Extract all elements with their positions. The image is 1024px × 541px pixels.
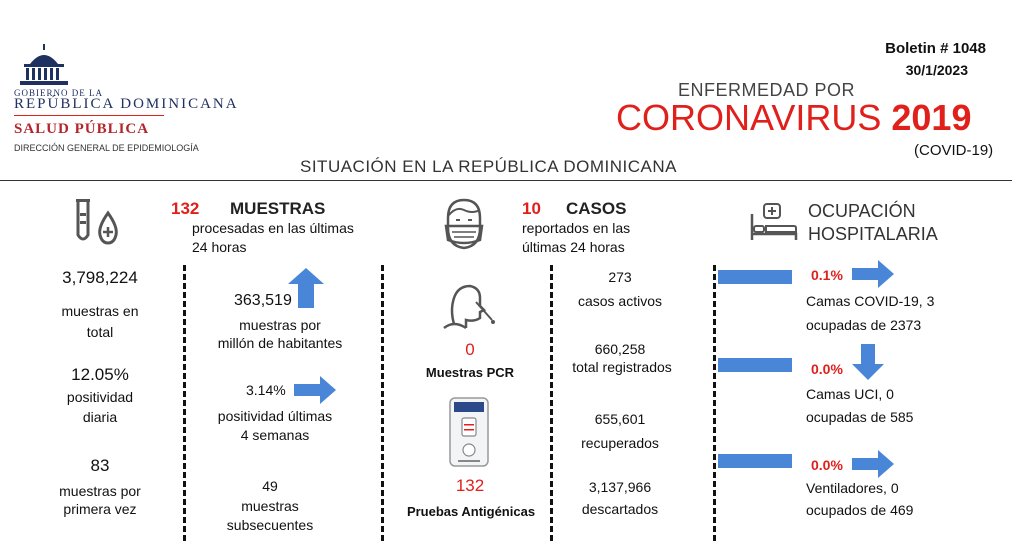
disease-line: ENFERMEDAD POR bbox=[678, 80, 856, 100]
nasal-swab-icon bbox=[440, 280, 496, 330]
total-samples-label2: total bbox=[86, 324, 114, 340]
covid-beds-line1: Camas COVID-19, 3 bbox=[806, 293, 935, 309]
icu-bar bbox=[718, 358, 792, 372]
main-title bbox=[616, 96, 971, 140]
gov-line1: GOBIERNO DE LA bbox=[14, 88, 103, 98]
positivity-4w-label1: positividad últimas bbox=[217, 408, 333, 424]
covid-beds-bar bbox=[718, 270, 792, 284]
column-divider-1 bbox=[183, 265, 186, 541]
title-sub: (COVID-19) bbox=[914, 142, 994, 159]
arrow-up-icon bbox=[288, 268, 324, 308]
antigen-test-kit-icon bbox=[448, 396, 490, 468]
ocupacion-heading2: HOSPITALARIA bbox=[808, 224, 938, 244]
antigen-label: Pruebas Antigénicas bbox=[406, 504, 536, 519]
discarded-label: descartados bbox=[581, 501, 659, 517]
recovered-value: 655,601 bbox=[594, 411, 646, 427]
hospital-bed-icon bbox=[750, 202, 798, 242]
test-tube-icon bbox=[72, 195, 128, 247]
column-divider-4 bbox=[713, 265, 716, 541]
discarded-value: 3,137,966 bbox=[588, 479, 652, 495]
bulletin-date: 30/1/2023 bbox=[905, 62, 968, 78]
total-samples-value: 3,798,224 bbox=[62, 268, 138, 287]
total-samples-label1: muestras en bbox=[61, 303, 139, 319]
antigen-value: 132 bbox=[455, 476, 485, 495]
casos-count: 10 bbox=[522, 199, 541, 218]
per-million-label1: muestras por bbox=[239, 317, 321, 333]
page-subtitle: SITUACIÓN EN LA REPÚBLICA DOMINICANA bbox=[300, 157, 677, 176]
first-time-value: 83 bbox=[90, 456, 110, 475]
pcr-label: Muestras PCR bbox=[425, 365, 515, 380]
ventilators-line2: ocupados de 469 bbox=[806, 502, 914, 518]
muestras-desc-line2: 24 horas bbox=[192, 239, 247, 255]
registered-cases-value: 660,258 bbox=[594, 341, 646, 357]
per-million-value: 363,519 bbox=[234, 292, 292, 309]
icu-line2: ocupadas de 585 bbox=[806, 409, 914, 425]
column-divider-3 bbox=[550, 265, 553, 541]
muestras-heading: MUESTRAS bbox=[230, 199, 326, 218]
covid-beds-line2: ocupadas de 2373 bbox=[806, 317, 922, 333]
subsequent-label1: muestras bbox=[241, 498, 299, 514]
government-logo bbox=[14, 42, 74, 88]
arrow-right-icon bbox=[294, 376, 336, 404]
muestras-desc-line1: procesadas en las últimas bbox=[192, 220, 354, 236]
arrow-right-icon bbox=[852, 260, 894, 288]
directorate-name: DIRECCIÓN GENERAL DE EPIDEMIOLOGÍA bbox=[14, 143, 199, 153]
daily-positivity-label1: positividad bbox=[66, 389, 134, 405]
ocupacion-heading1: OCUPACIÓN bbox=[808, 201, 916, 221]
first-time-label2: primera vez bbox=[63, 501, 137, 517]
ventilators-line1: Ventiladores, 0 bbox=[806, 480, 899, 496]
first-time-label1: muestras por bbox=[59, 483, 141, 499]
bulletin-number: Boletin # 1048 bbox=[885, 40, 986, 57]
icu-line1: Camas UCI, 0 bbox=[806, 386, 894, 402]
pcr-value: 0 bbox=[465, 340, 475, 359]
positivity-4w-value: 3.14% bbox=[246, 382, 286, 398]
gov-line2: REPÚBLICA DOMINICANA bbox=[14, 96, 239, 112]
active-cases-label: casos activos bbox=[577, 293, 663, 309]
arrow-down-icon bbox=[852, 344, 884, 380]
active-cases-value: 273 bbox=[608, 269, 632, 285]
casos-desc-line1: reportados en las bbox=[522, 220, 631, 236]
casos-heading: CASOS bbox=[566, 199, 627, 218]
muestras-count: 132 bbox=[171, 199, 200, 218]
ventilators-bar bbox=[718, 454, 792, 468]
daily-positivity-label2: diaria bbox=[82, 409, 118, 425]
subsequent-value: 49 bbox=[262, 478, 278, 494]
title-year: 2019 bbox=[891, 97, 972, 138]
icu-pct: 0.0% bbox=[811, 361, 843, 377]
daily-positivity-value: 12.05% bbox=[71, 365, 129, 384]
ventilators-pct: 0.0% bbox=[811, 457, 843, 473]
column-divider-2 bbox=[381, 265, 384, 541]
per-million-label2: millón de habitantes bbox=[217, 335, 343, 351]
masked-face-icon bbox=[440, 196, 488, 254]
positivity-4w-label2: 4 semanas bbox=[240, 427, 310, 443]
covid-beds-pct: 0.1% bbox=[811, 267, 843, 283]
section-divider bbox=[0, 180, 1012, 181]
ministry-name: SALUD PÚBLICA bbox=[14, 121, 150, 137]
header-divider bbox=[14, 115, 164, 116]
subsequent-label2: subsecuentes bbox=[226, 517, 314, 533]
title-main: CORONAVIRUS bbox=[616, 97, 882, 138]
casos-desc-line2: últimas 24 horas bbox=[522, 239, 625, 255]
registered-cases-label: total registrados bbox=[572, 359, 672, 375]
arrow-right-icon bbox=[852, 450, 894, 478]
recovered-label: recuperados bbox=[581, 435, 659, 451]
